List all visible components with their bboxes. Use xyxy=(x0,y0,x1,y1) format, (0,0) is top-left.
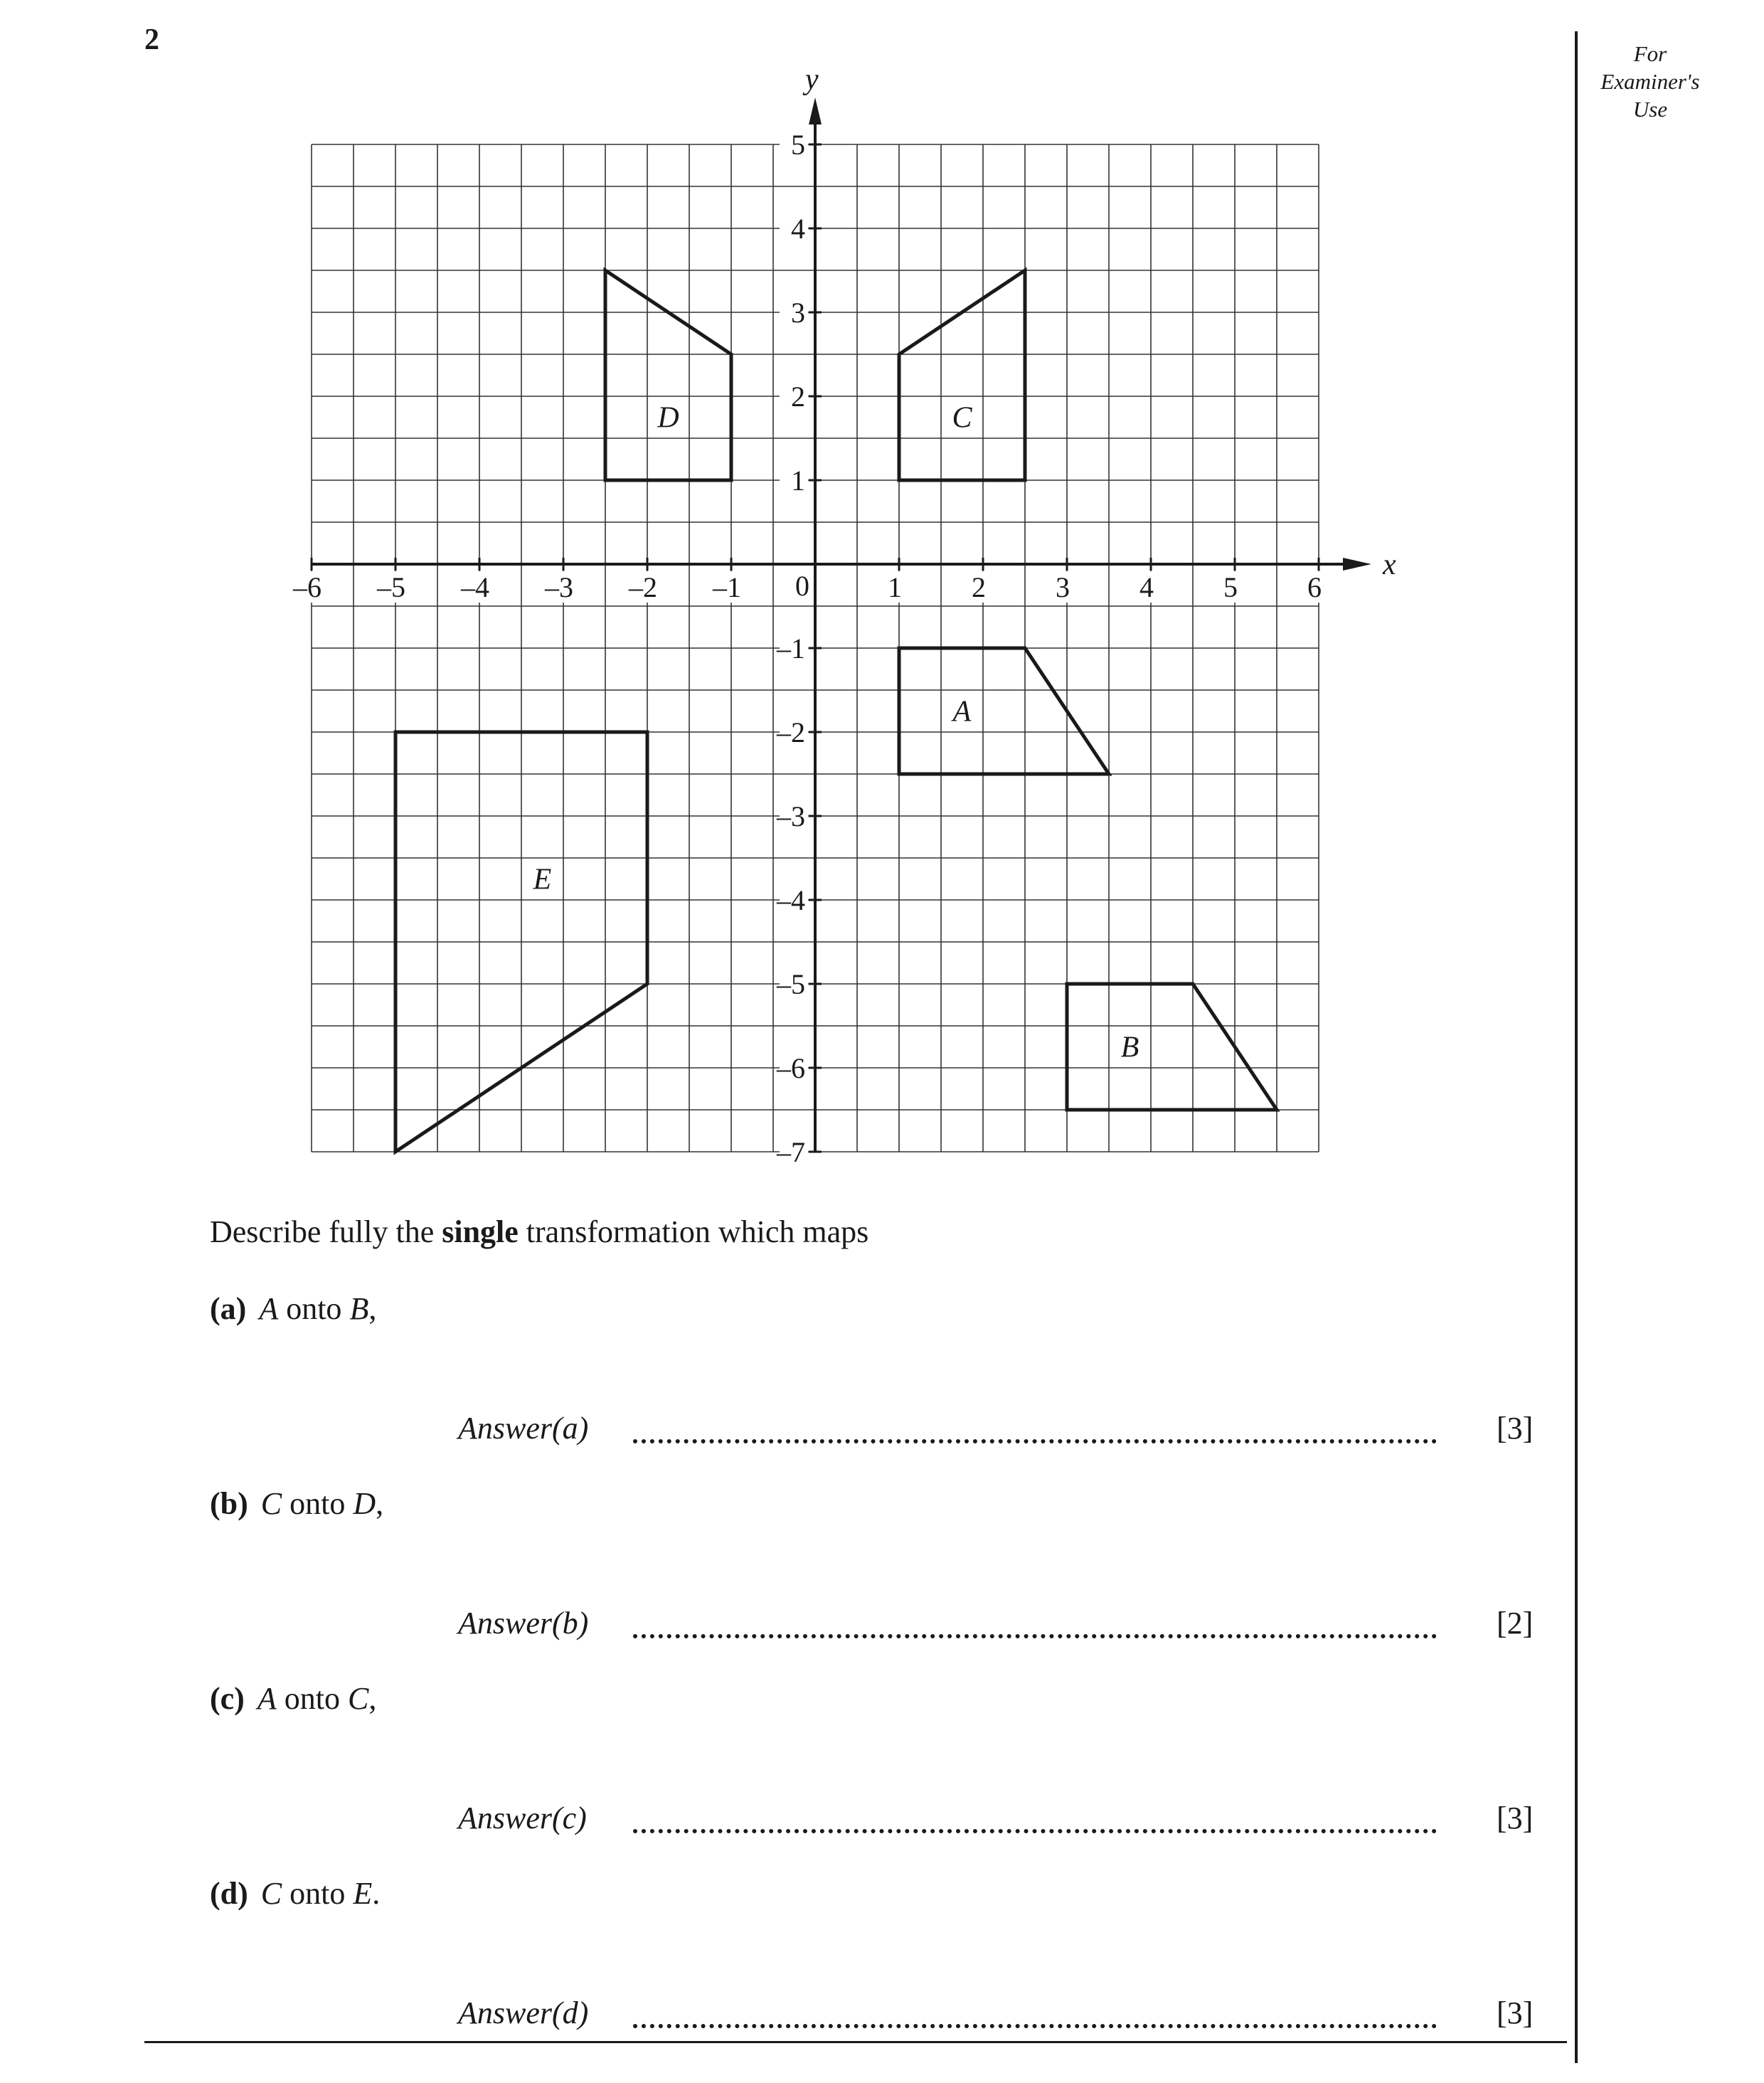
x-tick-label: –6 xyxy=(293,571,322,603)
onto-text: onto xyxy=(276,1681,348,1716)
shape-c xyxy=(899,270,1025,480)
shape-e-label: E xyxy=(533,863,552,896)
part-a-prompt xyxy=(210,1290,376,1327)
x-tick-label: 1 xyxy=(888,571,902,603)
y-tick-label: 3 xyxy=(791,297,805,329)
instruction-before: Describe fully the xyxy=(210,1214,442,1249)
shape-b-label: B xyxy=(1120,1031,1139,1064)
part-punctuation: , xyxy=(368,1681,377,1716)
x-tick-label: 5 xyxy=(1223,571,1238,603)
y-tick-label: –2 xyxy=(777,716,805,748)
part-label: (a) xyxy=(210,1291,247,1326)
x-tick-label: –4 xyxy=(461,571,489,603)
x-tick-label: 3 xyxy=(1056,571,1070,603)
y-tick-label: 1 xyxy=(791,465,805,497)
marks-a: [3] xyxy=(1497,1411,1534,1446)
shape-to: E xyxy=(353,1876,373,1911)
x-tick-label: –2 xyxy=(629,571,657,603)
bottom-rule xyxy=(144,2041,1567,2043)
shape-b xyxy=(1067,984,1277,1110)
part-label: (d) xyxy=(210,1876,248,1911)
shape-to: C xyxy=(347,1681,369,1716)
answer-d-line[interactable] xyxy=(633,2024,1437,2028)
marks-c: [3] xyxy=(1497,1801,1534,1835)
part-punctuation: . xyxy=(372,1876,381,1911)
marks-d: [3] xyxy=(1497,1995,1534,2030)
y-tick-label: –1 xyxy=(777,632,805,664)
part-label: (c) xyxy=(210,1681,245,1716)
instruction-after: transformation which maps xyxy=(518,1214,869,1249)
y-tick-label: –3 xyxy=(777,800,805,832)
part-d-prompt xyxy=(210,1875,380,1912)
x-tick-label: 4 xyxy=(1139,571,1154,603)
answer-c-label: Answer(c) xyxy=(458,1801,587,1835)
marks-b: [2] xyxy=(1497,1606,1534,1641)
part-label: (b) xyxy=(210,1486,248,1521)
part-c-prompt xyxy=(210,1680,376,1717)
answer-a-label: Answer(a) xyxy=(458,1411,589,1446)
answer-c-line[interactable] xyxy=(633,1829,1437,1833)
origin-label: 0 xyxy=(795,570,809,602)
shape-from: A xyxy=(257,1681,277,1716)
y-tick-label: –5 xyxy=(777,968,805,1000)
answer-b-label: Answer(b) xyxy=(458,1606,589,1641)
y-tick-label: 5 xyxy=(791,129,805,161)
examiner-line-1: For xyxy=(1633,41,1667,66)
instruction-bold: single xyxy=(442,1214,519,1249)
shape-to: D xyxy=(353,1486,376,1521)
question-number: 2 xyxy=(144,23,159,56)
x-tick-label: –3 xyxy=(545,571,573,603)
shape-to: B xyxy=(349,1291,369,1326)
y-tick-label: 4 xyxy=(791,213,805,245)
instruction-text xyxy=(210,1214,868,1250)
shape-d xyxy=(605,270,731,480)
y-tick-label: –7 xyxy=(777,1136,805,1168)
shape-a xyxy=(899,648,1109,774)
examiner-line-3: Use xyxy=(1632,97,1668,122)
onto-text: onto xyxy=(282,1486,354,1521)
x-axis-label: x xyxy=(1383,548,1396,581)
answer-d-label: Answer(d) xyxy=(458,1995,589,2030)
x-axis-arrow-icon xyxy=(1343,558,1371,571)
y-axis-arrow-icon xyxy=(809,97,822,124)
shape-from: A xyxy=(259,1291,279,1326)
shape-from: C xyxy=(260,1876,282,1911)
part-punctuation: , xyxy=(368,1291,377,1326)
y-tick-label: –6 xyxy=(777,1052,805,1084)
examiner-line-2: Examiner's xyxy=(1600,69,1700,94)
answer-a-line[interactable] xyxy=(633,1439,1437,1443)
y-tick-label: –4 xyxy=(777,884,805,916)
y-tick-label: 2 xyxy=(791,381,805,413)
x-tick-label: 6 xyxy=(1307,571,1322,603)
x-tick-label: –1 xyxy=(713,571,741,603)
onto-text: onto xyxy=(278,1291,350,1326)
part-b-prompt xyxy=(210,1485,383,1522)
shape-from: C xyxy=(260,1486,282,1521)
x-tick-label: –5 xyxy=(377,571,405,603)
shape-a-label: A xyxy=(952,695,972,728)
part-punctuation: , xyxy=(376,1486,384,1521)
shape-d-label: D xyxy=(657,401,679,435)
answer-b-line[interactable] xyxy=(633,1634,1437,1638)
x-tick-label: 2 xyxy=(972,571,986,603)
shape-c-label: C xyxy=(952,401,972,435)
onto-text: onto xyxy=(282,1876,354,1911)
y-axis-label: y xyxy=(805,63,819,96)
